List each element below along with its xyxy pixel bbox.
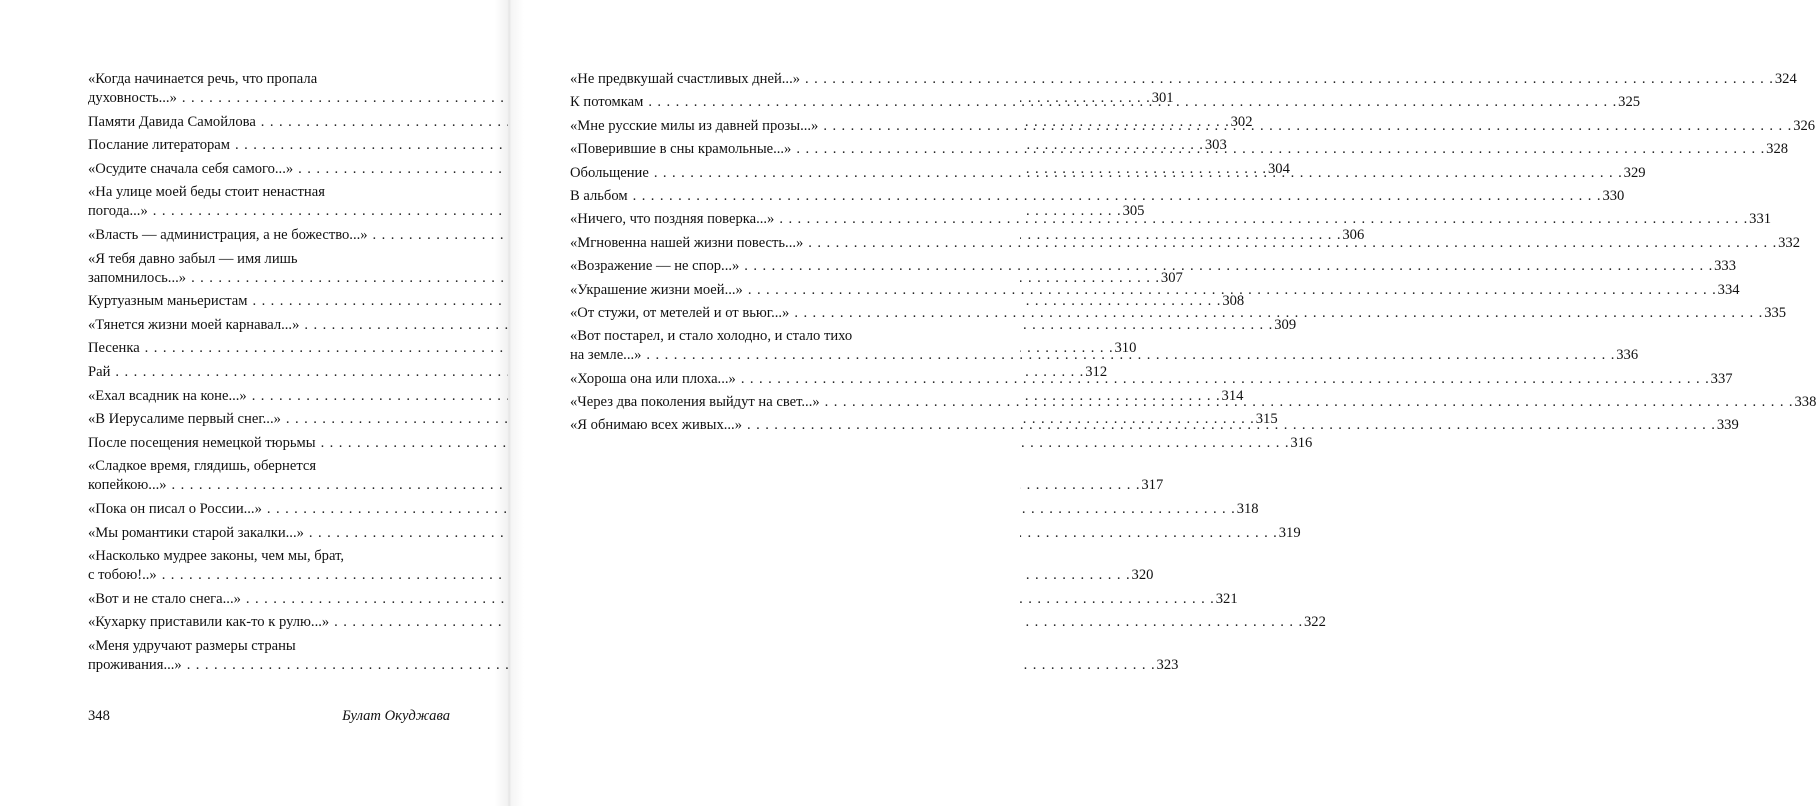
toc-entry-title: Обольщение (570, 164, 649, 181)
toc-entry-page-number: 325 (1618, 94, 1641, 111)
toc-entry-title-line: «Вот постарел, и стало холодно, и стало тихо (570, 328, 853, 345)
toc-entry-title: Памяти Давида Самойлова (88, 113, 256, 130)
toc-entry (88, 590, 1238, 609)
toc-entry-title: погода...» (88, 203, 148, 220)
page-footer (88, 708, 450, 725)
toc-entry (570, 257, 1737, 276)
toc-entry-title: «Не предвкушай счастливых дней...» (570, 71, 801, 87)
toc-entry-title: «Хороша она или плоха...» (570, 370, 736, 387)
toc-entry-page-number: 317 (1141, 477, 1164, 494)
toc-entry (88, 457, 1164, 495)
dot-leader (741, 370, 1710, 389)
toc-entry-title-line: «Я тебя давно забыл — имя лишь (88, 250, 298, 267)
toc-entry (88, 292, 1245, 311)
toc-entry-title: Послание литераторам (88, 137, 231, 154)
toc-entry-title: на земле...» (570, 347, 642, 364)
toc-entry-title: «Мне русские милы из давней прозы...» (570, 117, 819, 134)
toc-entry-title: «Пока он писал о России...» (88, 500, 262, 517)
toc-entry-page-number: 315 (1255, 411, 1278, 428)
dot-leader (648, 93, 1617, 112)
toc-entry-title: «Власть — администрация, а не божество...» (88, 226, 368, 243)
toc-entry-page-number: 309 (1274, 316, 1297, 333)
toc-entry-title: запомнилось...» (88, 269, 187, 286)
toc-entry-title: После посещения немецкой тюрьмы (88, 434, 316, 451)
dot-leader (808, 234, 1777, 253)
toc-entry-title: «Ничего, что поздняя поверка...» (570, 211, 775, 228)
dot-leader (654, 164, 1623, 183)
dot-leader (805, 70, 1774, 89)
toc-entry-page-number: 308 (1222, 293, 1245, 310)
toc-entry-title: «От стужи, от метелей и от вьюг...» (570, 304, 790, 321)
dot-leader (633, 187, 1602, 206)
toc-entry-title: В альбом (570, 187, 628, 204)
toc-entry-page-number: 323 (1156, 656, 1179, 673)
toc-entry-title: Песенка (88, 340, 140, 357)
toc-entry-page-number: 326 (1793, 117, 1816, 134)
toc-entry-title: «Ехал всадник на коне...» (88, 387, 247, 404)
toc-entry-page-number: 328 (1766, 141, 1789, 158)
toc-entry-page-number: 334 (1717, 281, 1740, 298)
toc-entry-title: «Возражение — не спор...» (570, 258, 740, 275)
toc-entry-title-line: «Сладкое время, глядишь, обернется (88, 458, 317, 475)
toc-entry-title: «Тянется жизни моей карнавал...» (88, 316, 300, 333)
toc-entry-title: «Украшение жизни моей...» (570, 281, 743, 298)
toc-entry-page-number: 321 (1215, 590, 1238, 607)
toc-entry-title: копейкою...» (88, 477, 167, 494)
toc-entry (88, 547, 1154, 585)
toc-entry-page-number: 318 (1236, 500, 1259, 517)
dot-leader (796, 140, 1765, 159)
footer-author: Булат Окуджава (342, 708, 450, 724)
toc-entry-title-line: «На улице моей беды стоит ненастная (88, 184, 325, 201)
toc-entry (88, 524, 1301, 543)
dot-leader (744, 257, 1713, 276)
toc-entry-page-number: 307 (1160, 269, 1183, 286)
footer-page-number: 348 (88, 708, 110, 724)
toc-entry-title-line: «Когда начинается речь, что пропала (88, 71, 318, 87)
toc-entry-page-number: 329 (1623, 164, 1646, 181)
dot-leader (779, 210, 1748, 229)
toc-entry-title: духовность...» (88, 90, 177, 106)
toc-entry-title: Куртуазным маньеристам (88, 293, 248, 310)
toc-entry-title-line: «Меня удручают размеры страны (88, 637, 296, 654)
toc-entry-page-number: 332 (1778, 234, 1801, 251)
toc-entry (570, 70, 1797, 89)
toc-entry-title: «Кухарку приставили как-то к рулю...» (88, 614, 330, 631)
dot-leader (747, 416, 1716, 435)
toc-entry-page-number: 333 (1714, 258, 1737, 275)
toc-entry-title: «Осудите сначала себя самого...» (88, 160, 294, 177)
toc-entry-title: «Мгновенна нашей жизни повесть...» (570, 234, 804, 251)
toc-entry-title: К потомкам (570, 94, 644, 111)
dot-leader (825, 393, 1794, 412)
toc-entry-page-number: 304 (1267, 160, 1290, 177)
toc-entry (88, 434, 1313, 453)
toc-entry-page-number: 339 (1716, 417, 1739, 434)
toc-entry-title: «В Иерусалиме первый снег...» (88, 411, 281, 428)
toc-entry-title: «Я обнимаю всех живых...» (570, 417, 743, 434)
toc-entry-page-number: 301 (1151, 90, 1174, 106)
toc-entry (88, 613, 1326, 632)
toc-entry-page-number: 320 (1131, 567, 1154, 584)
toc-entry-page-number: 336 (1616, 347, 1639, 364)
dot-leader (794, 304, 1763, 323)
toc-entry-page-number: 310 (1114, 340, 1137, 357)
toc-entry-page-number: 316 (1290, 434, 1313, 451)
toc-entry (570, 187, 1625, 206)
toc-entry-page-number: 330 (1602, 187, 1625, 204)
toc-entry-title: «Поверившие в сны крамольные...» (570, 141, 792, 158)
toc-entry-page-number: 306 (1342, 226, 1365, 243)
toc-entry (88, 637, 1179, 675)
toc-entry-title: проживания...» (88, 656, 182, 673)
toc-entry-title: с тобою!..» (88, 567, 157, 584)
toc-entry-page-number: 302 (1230, 113, 1253, 130)
toc-entry-title: «Через два поколения выйдут на свет...» (570, 394, 820, 411)
toc-entry-page-number: 324 (1774, 71, 1797, 87)
toc-entry-page-number: 335 (1764, 304, 1787, 321)
toc-entry (570, 304, 1787, 323)
toc-entry-page-number: 305 (1122, 203, 1145, 220)
dot-leader (748, 281, 1717, 300)
toc-entry (88, 316, 1297, 335)
dot-leader (646, 346, 1615, 365)
toc-entry-page-number: 338 (1794, 394, 1816, 411)
toc-entry-page-number: 337 (1710, 370, 1733, 387)
toc-entry-page-number: 319 (1278, 524, 1301, 541)
dot-leader (823, 117, 1792, 136)
toc-entry-title: «Мы романтики старой закалки...» (88, 524, 304, 541)
toc-entry-title: Рай (88, 363, 111, 380)
toc-entry-title-line: «Насколько мудрее законы, чем мы, брат, (88, 548, 345, 565)
toc-entry-page-number: 312 (1085, 363, 1108, 380)
toc-entry (88, 500, 1259, 519)
toc-entry-page-number: 303 (1204, 137, 1227, 154)
toc-entry-title: «Вот и не стало снега...» (88, 590, 241, 607)
toc-entry-page-number: 314 (1221, 387, 1244, 404)
toc-entry (570, 281, 1740, 300)
toc-entry-page-number: 322 (1304, 614, 1326, 631)
toc-entry-page-number: 331 (1749, 211, 1772, 228)
